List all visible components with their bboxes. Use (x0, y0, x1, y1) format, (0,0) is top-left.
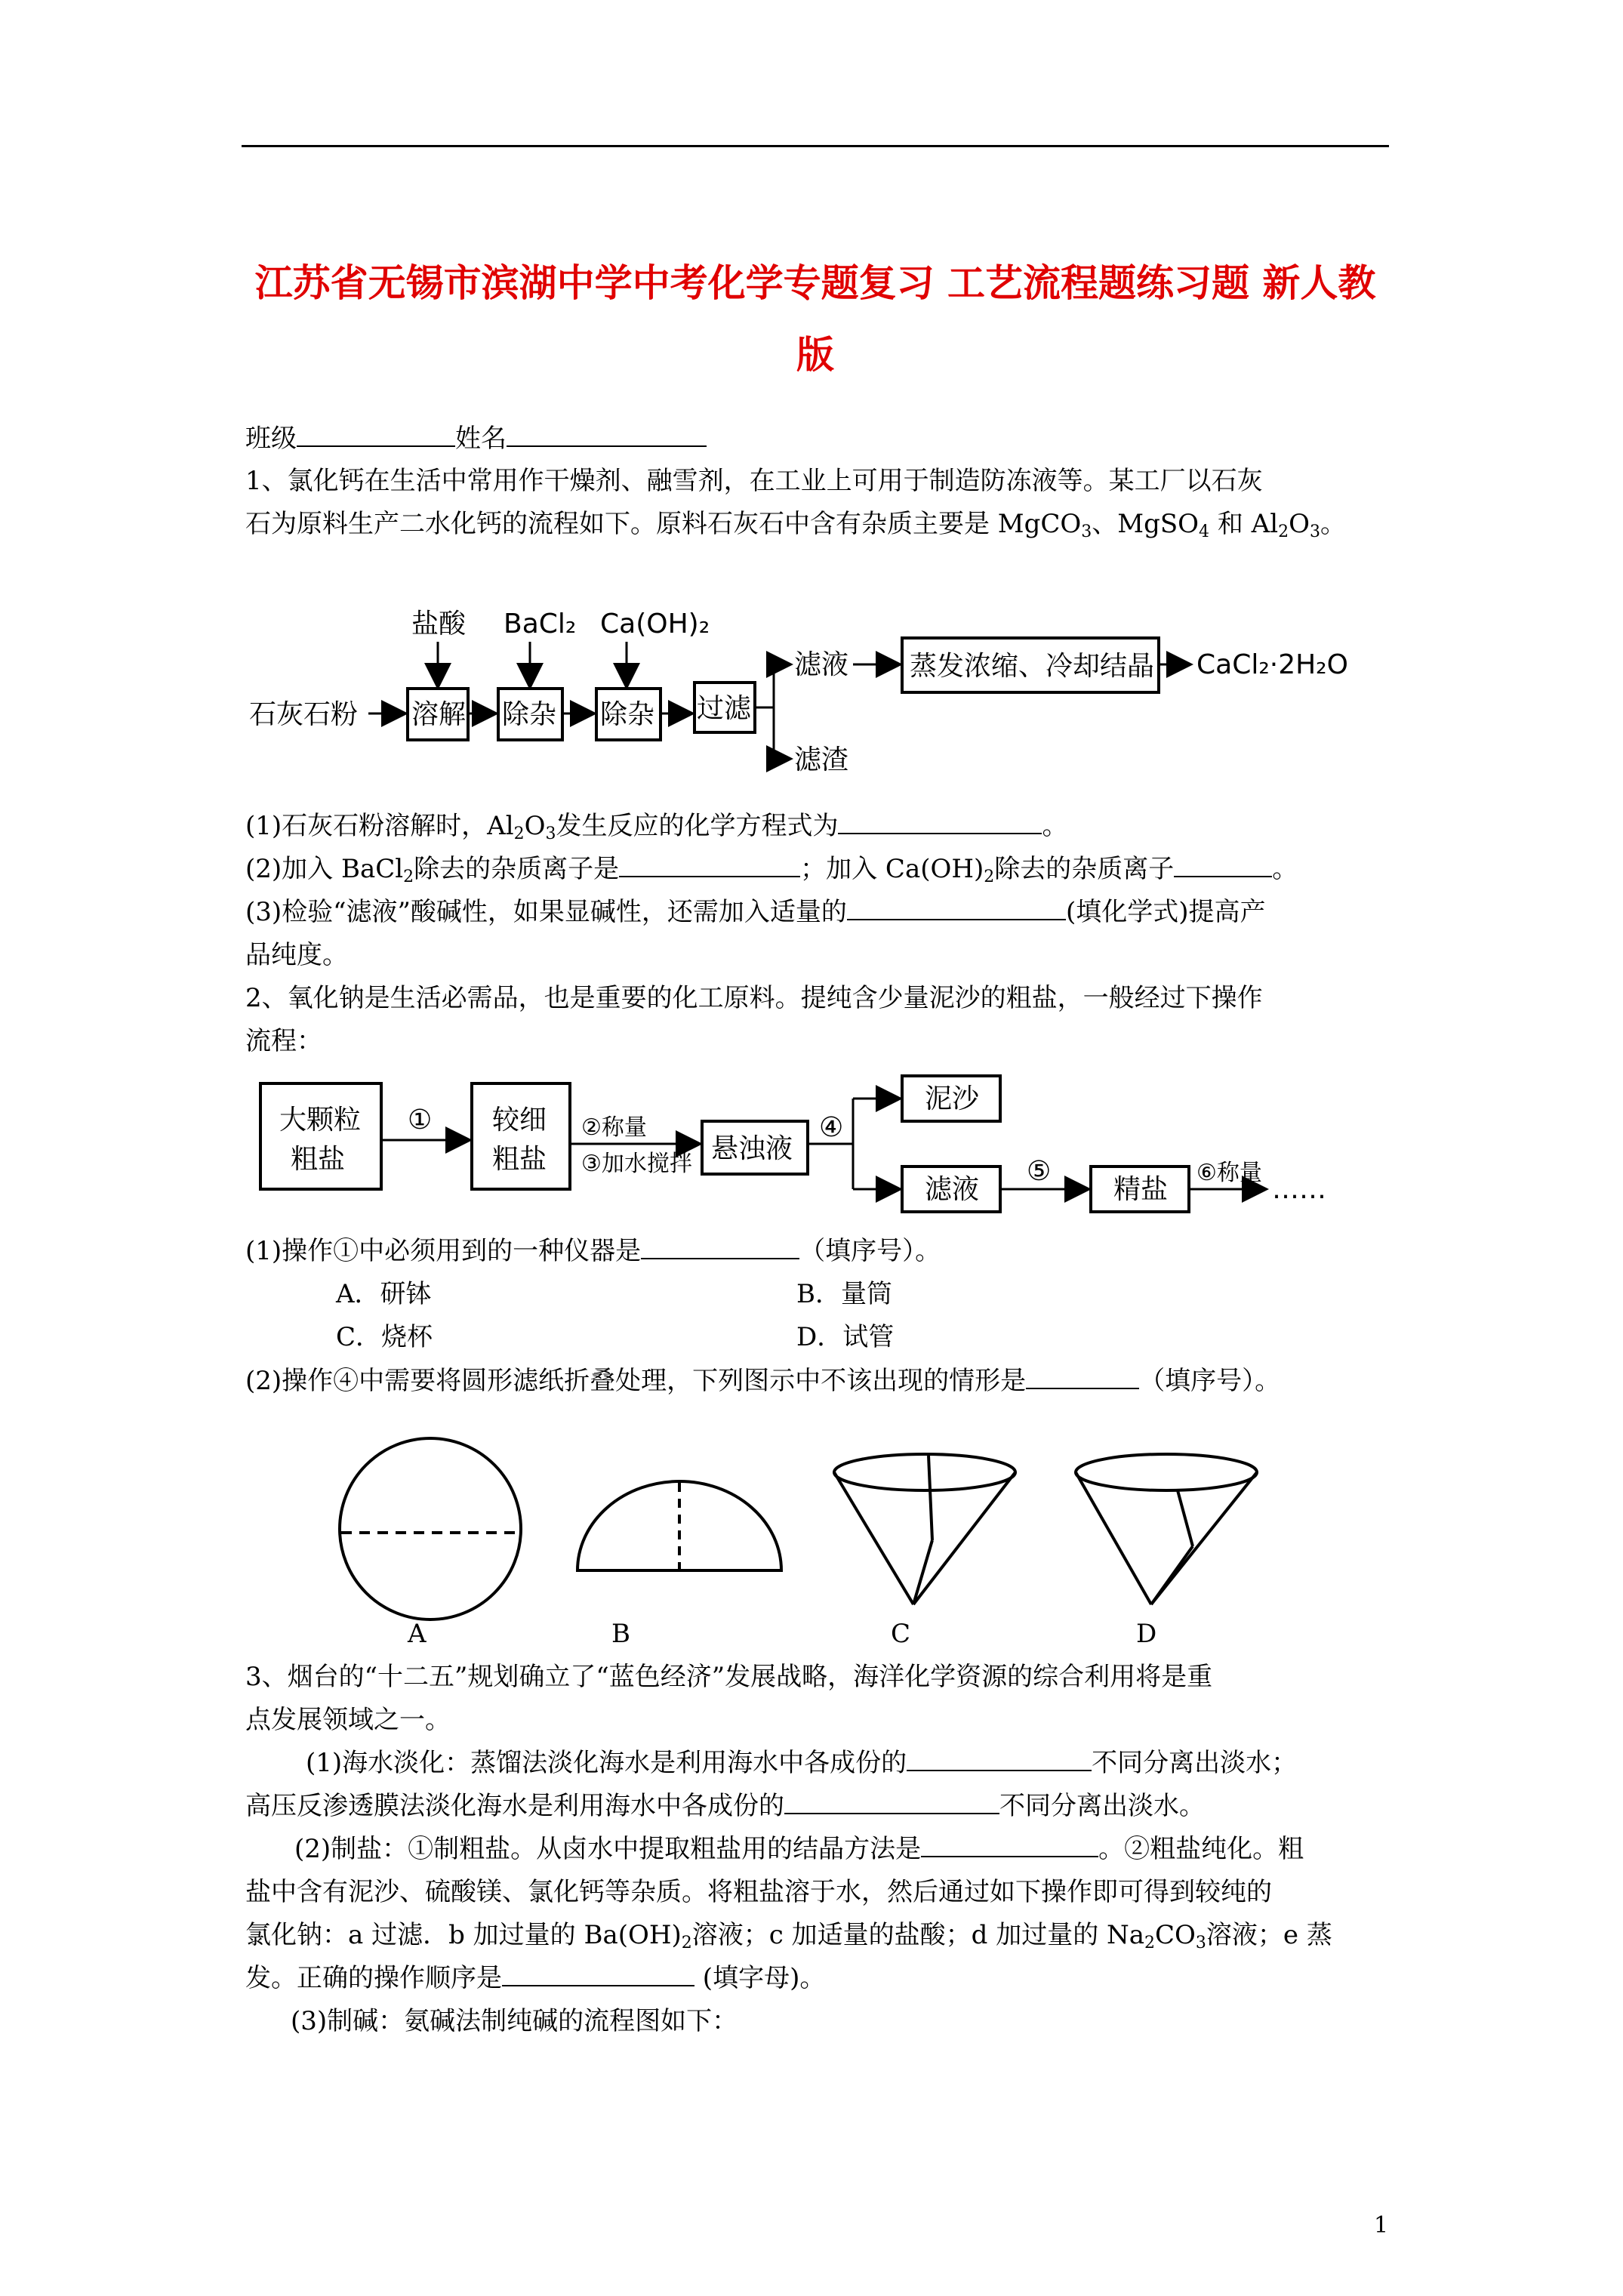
figure-label-a: A (408, 1619, 427, 1649)
step-purify-1: 除杂 (502, 699, 557, 730)
box-refined-salt: 精盐 (1113, 1174, 1169, 1205)
q3-p1-blank-2[interactable] (784, 1784, 999, 1814)
op-6: ⑥称量 (1196, 1160, 1262, 1186)
q2-flow-diagram (249, 1068, 1381, 1227)
box-coarse-salt-a: 大颗粒 (279, 1105, 362, 1136)
residue-label: 滤渣 (794, 744, 849, 775)
box-filtrate: 滤液 (925, 1174, 980, 1205)
q2-option-c: C．烧杯 (336, 1322, 433, 1352)
q2-p1-blank[interactable] (641, 1229, 799, 1259)
q3-part-2-line-2: 盐中含有泥沙、硫酸镁、氯化钙等杂质。将粗盐溶于水，然后通过如下操作即可得到较纯的 (245, 1877, 1272, 1907)
reagent-hcl: 盐酸 (411, 609, 467, 639)
q1-intro-line-1: 1、氯化钙在生活中常用作干燥剂、融雪剂，在工业上可用于制造防冻液等。某工厂以石灰 (245, 466, 1263, 496)
q1-p1-blank[interactable] (838, 804, 1042, 834)
step-evaporate: 蒸发浓缩、冷却结晶 (910, 651, 1155, 682)
q1-flow-diagram (249, 589, 1381, 793)
name-blank[interactable] (507, 417, 707, 447)
title-line-1: 江苏省无锡市滨湖中学中考化学专题复习 工艺流程题练习题 新人教 (254, 260, 1376, 305)
op-1: ① (408, 1105, 433, 1136)
q3-p2-blank-2[interactable] (502, 1956, 694, 1986)
op-5: ⑤ (1027, 1156, 1052, 1187)
q3-p2-blank-1[interactable] (921, 1827, 1098, 1857)
q3-p1-blank-1[interactable] (907, 1741, 1092, 1771)
q2-intro-line-2: 流程： (245, 1026, 322, 1056)
q2-p2-blank[interactable] (1026, 1359, 1139, 1389)
class-blank[interactable] (297, 417, 455, 447)
header-rule (242, 145, 1389, 147)
q2-intro-line-1: 2、氧化钠是生活必需品，也是重要的化工原料。提纯含少量泥沙的粗盐，一般经过下操作 (245, 983, 1263, 1013)
q2-option-d: D．试管 (796, 1322, 895, 1352)
q1-intro-line-2: 石为原料生产二水化钙的流程如下。原料石灰石中含有杂质主要是 MgCO$_3$、MgSO$_4$ 和 $Al_2O_3$。 (245, 509, 1346, 541)
box-sand: 泥沙 (925, 1083, 980, 1114)
filter-paper-figures (332, 1419, 1313, 1653)
q1-part-1: (1)石灰石粉溶解时，$Al_2O_3$发生反应的化学方程式为 。 (245, 804, 1067, 856)
product-label: CaCl₂·2H₂O (1196, 649, 1348, 680)
reagent-bacl2: BaCl₂ (504, 609, 577, 639)
q3-part-2: (2)制盐：①制粗盐。从卤水中提取粗盐用的结晶方法是 。②粗盐纯化。粗 (294, 1827, 1304, 1871)
figure-c-cone (834, 1454, 1015, 1490)
title-line-2: 版 (796, 332, 834, 377)
figure-label-d: D (1136, 1619, 1157, 1649)
q3-intro-line-1: 3、烟台的“十二五”规划确立了“蓝色经济”发展战略，海洋化学资源的综合利用将是重 (245, 1662, 1213, 1692)
q2-option-a: A．研钵 (336, 1279, 432, 1309)
step-filter: 过滤 (697, 693, 752, 724)
op-3: ③加水搅拌 (581, 1151, 692, 1177)
box-coarse-salt-b: 粗盐 (291, 1144, 346, 1175)
q3-part-1-line-2: 高压反渗透膜法淡化海水是利用海水中各成份的 不同分离出淡水。 (245, 1784, 1205, 1828)
q3-part-2-line-4: 发。正确的操作顺序是 (填字母)。 (245, 1956, 825, 2000)
q1-p3-blank[interactable] (847, 890, 1066, 920)
q3-part-3: (3)制碱：氨碱法制纯碱的流程图如下： (291, 2006, 738, 2036)
start-material: 石灰石粉 (249, 699, 359, 730)
box-fine-salt-b: 粗盐 (492, 1144, 547, 1175)
q1-p2-blank-2[interactable] (1174, 847, 1272, 877)
filtrate-label: 滤液 (794, 649, 849, 680)
flow-tail: …… (1272, 1174, 1326, 1205)
reagent-caoh2: Ca(OH)₂ (600, 609, 710, 639)
q3-intro-line-2: 点发展领域之一。 (245, 1705, 451, 1735)
step-purify-2: 除杂 (600, 699, 655, 730)
box-fine-salt-a: 较细 (492, 1105, 547, 1136)
figure-label-b: B (611, 1619, 630, 1649)
q1-p2-blank-1[interactable] (619, 847, 800, 877)
op-2: ②称量 (581, 1114, 647, 1141)
figure-a-circle (340, 1438, 521, 1620)
q1-part-2: (2)加入 BaCl$_2$除去的杂质离子是 ；加入 $Ca(OH)_2$除去的杂质离子 。 (245, 847, 1298, 899)
q2-option-b: B．量筒 (796, 1279, 892, 1309)
page-number: 1 (1374, 2212, 1389, 2239)
op-4: ④ (819, 1112, 844, 1143)
step-dissolve: 溶解 (411, 699, 467, 730)
figure-d-cone (1076, 1454, 1257, 1490)
q3-part-2-line-3: 氯化钠：a 过滤．b 加过量的 $Ba(OH)_2$溶液；c 加适量的盐酸；d 加过量的 $Na_2CO_3$溶液；e 蒸 (245, 1920, 1332, 1952)
q2-part-1: (1)操作①中必须用到的一种仪器是 （填序号）。 (245, 1229, 941, 1273)
q1-part-3: (3)检验“滤液”酸碱性，如果显碱性，还需加入适量的 (填化学式)提高产 (245, 890, 1265, 934)
figure-b-semicircle (577, 1481, 781, 1570)
q2-part-2: (2)操作④中需要将圆形滤纸折叠处理，下列图示中不该出现的情形是 （填序号）。 (245, 1359, 1280, 1403)
figure-label-c: C (891, 1619, 911, 1649)
box-suspension: 悬浊液 (711, 1133, 793, 1164)
class-name-line: 班级 姓名 (245, 417, 707, 461)
q3-part-1: (1)海水淡化：蒸馏法淡化海水是利用海水中各成份的 不同分离出淡水； (306, 1741, 1297, 1785)
q1-part-3-line-2: 品纯度。 (245, 940, 348, 970)
